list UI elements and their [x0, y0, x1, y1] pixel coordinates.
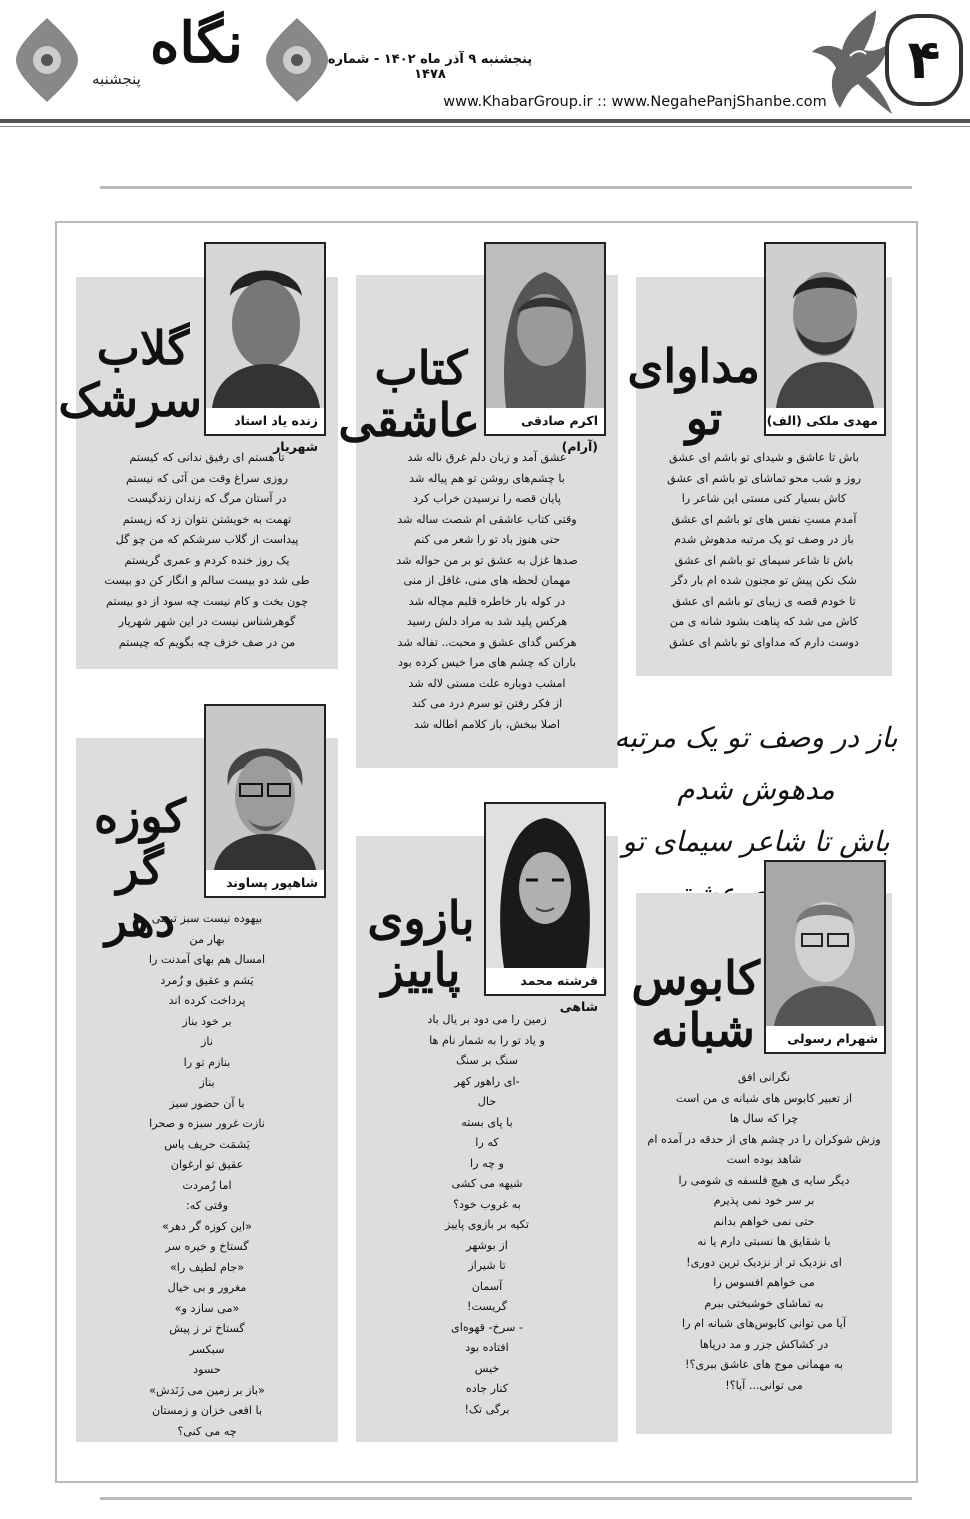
poem-line: سنگ بر سنگ	[456, 1054, 518, 1067]
author-name: مهدی ملکی (الف)	[766, 408, 884, 434]
poem-line: یک روز خنده کردم و عمری گریستم	[124, 553, 290, 567]
poem-line: سبکسر	[189, 1342, 225, 1356]
poem-line: در آستان مرگ که زندان زندگیست	[127, 492, 287, 505]
poem-line: به تماشای خوشبختی ببرم	[704, 1296, 824, 1310]
poem-line: گوهرشناس نیست در این شهر شهریار	[118, 615, 296, 628]
featured-verse-line: باز در وصف تو یک مرتبه مدهوش شدم	[614, 721, 898, 806]
poem-line: دیگر سایه ی هیچ فلسفه ی شومی را	[678, 1173, 850, 1187]
poem-line: «جام لطیف را»	[169, 1260, 245, 1274]
poem-text	[640, 448, 888, 653]
poem-line: امشب دوباره علت مستی لاله شد	[408, 676, 566, 690]
poem-line: کاش بسیار کنی مستی این شاعر را	[681, 492, 847, 505]
poem-title-line: پاییز	[381, 943, 461, 997]
poem-title	[631, 951, 760, 1057]
poem-line: آسمان	[471, 1279, 503, 1293]
poem-title-line: بازوی	[367, 891, 475, 945]
poem-title	[58, 321, 202, 427]
poem-line: حتی نمی خواهم بدانم	[713, 1214, 815, 1228]
poem-line: کنار جاده	[465, 1382, 509, 1395]
author-photo-shahpour-pasavand	[204, 704, 326, 898]
poem-line: و یاد تو را به شمار نام ها	[429, 1033, 545, 1047]
poem-line: در کوله بار خاطره قلبم مچاله شد	[408, 594, 566, 608]
poem-line: که را	[475, 1136, 499, 1149]
poem-title-line: گلاب	[96, 321, 190, 375]
poem-line: آیا می توانی کابوس‌های شبانه ام را	[682, 1317, 846, 1330]
poem-line: روز و شب محو تماشای تو باشم ای عشق	[666, 471, 862, 485]
poem-line: از فکر رفتن تو سرم درد می کند	[411, 697, 563, 710]
poem-text	[80, 909, 334, 1442]
poem-line: کاش می شد که پناهت بشود شانه ی من	[669, 615, 859, 628]
poem-line: عشق آمد و زبان دلم غرق ناله شد	[407, 451, 567, 464]
poem-line: اما زُمردت	[182, 1178, 232, 1192]
poem-line: «باز بر زمین می زَنَدش»	[149, 1383, 265, 1397]
issue-dateline: پنجشنبه ۹ آذر ماه ۱۴۰۲ - شماره ۱۴۷۸	[327, 52, 533, 82]
author-photo-shahram-rasouli	[764, 860, 886, 1054]
poem-title-line: دهر	[104, 893, 176, 947]
portrait-icon	[206, 706, 324, 870]
poem-line: گستاخ و خیره سر	[165, 1240, 249, 1253]
author-name: شاهپور پساوند	[206, 870, 324, 896]
poem-line: باران که چشم های مرا خیس کرده بود	[398, 656, 576, 669]
poem-line: اصلا ببخش، باز کلامم اطاله شد	[413, 717, 561, 731]
poem-line: وزش شوکران را در چشم های از حدقه در آمده ام	[647, 1132, 881, 1146]
poem-line: نازت غرور سبزه و صحرا	[149, 1117, 265, 1130]
poem-title	[338, 341, 480, 447]
poem-title-line: شبانه	[651, 1003, 755, 1057]
poem-line: مهمان لحظه های منی، غافل از منی	[403, 574, 571, 587]
poem-line: مغرور و بی خیال	[167, 1281, 247, 1294]
author-photo-shahriar	[204, 242, 326, 454]
poem-line: ای نزدیک تر از نزدیک ترین دوری!	[686, 1255, 842, 1269]
poem-line: - سرخ- قهوه‌ای	[451, 1320, 523, 1334]
poem-line: بنازم تو را	[183, 1055, 231, 1069]
poem-title	[627, 339, 760, 445]
portrait-icon	[766, 862, 884, 1026]
poem-line: چه می کنی؟	[177, 1424, 237, 1438]
poem-line: می توانی... آیا؟!	[725, 1378, 803, 1392]
poem-line: وقتی کتاب عاشقی ام شصت ساله شد	[397, 512, 577, 526]
poem-line: حسود	[193, 1363, 221, 1376]
poem-line: برگی تک!	[464, 1402, 510, 1416]
masthead-logo: نگاه	[150, 10, 243, 76]
poem-line: بر خود بناز	[182, 1014, 232, 1028]
poem-line: امسال هم بهای آمدنت را	[148, 953, 266, 966]
poem-line: ناز	[201, 1035, 213, 1048]
portrait-icon	[486, 244, 604, 408]
poem-line: بیهوده نیست سبز ترینی	[151, 912, 263, 925]
author-photo-akram-sadeghi	[484, 242, 606, 454]
poem-line: وقتی که:	[185, 1199, 229, 1212]
author-photo-mahdi-maleki	[764, 242, 886, 436]
poem-text	[640, 1068, 888, 1396]
masthead-subtitle: پنجشنبه	[92, 70, 141, 88]
poem-line: هرکس گدای عشق و محبت.. تفاله شد	[397, 635, 577, 649]
poem-line: حتی هنوز باد تو را شعر می کنم	[413, 533, 561, 546]
poem-line: و چه را	[470, 1156, 504, 1170]
poem-line: به مهمانی موج های عاشق ببری؟!	[684, 1358, 844, 1371]
poem-line: با افعی خزان و زمستان	[151, 1404, 263, 1417]
poem-line: باش تا شاعر سیمای تو باشم ای عشق	[674, 553, 854, 567]
poem-line: یَشمَت حریف یاس	[164, 1137, 250, 1151]
poem-line: عقیق تو ارغوان	[170, 1158, 244, 1171]
website-links[interactable]: www.KhabarGroup.ir :: www.NegahePanjShanbe.com	[443, 94, 827, 110]
poem-line: دوست دارم که مداوای تو باشم ای عشق	[669, 635, 859, 649]
poem-title-line: تو	[685, 391, 723, 445]
poem-line: طی شد دو بیست سالم و انگار کن دو بیست	[104, 574, 310, 587]
poem-line: یَشم و عقیق و زُمرد	[160, 973, 254, 987]
poem-text	[360, 1010, 614, 1420]
poem-line: از بوشهر	[466, 1238, 508, 1252]
poem-line: با شقایق ها نسبتی دارم یا نه	[697, 1235, 831, 1248]
poem-line: بهار من	[189, 932, 225, 946]
poem-line: گریست!	[466, 1300, 508, 1313]
poem-line: شیهه می کشی	[451, 1177, 523, 1190]
poem-line: چرا که سال ها	[729, 1112, 799, 1125]
poem-line: تکیه بر بازوی پاییز	[445, 1218, 529, 1231]
ornament-left-icon	[12, 14, 82, 106]
poem-title-line: کوزه گر	[94, 789, 186, 895]
poem-line: صدها غزل به عشق تو بر من حواله شد	[396, 553, 578, 567]
featured-verse-line: باش تا شاعر سیمای تو	[622, 825, 890, 858]
poem-title	[362, 892, 480, 996]
poem-line: خیس	[474, 1361, 500, 1375]
poem-line: می خواهم افسوس را	[713, 1276, 815, 1289]
poem-line: با چشم‌های روشن تو هم پیاله شد	[409, 471, 565, 485]
poem-line: -ای راهور کهر	[454, 1074, 520, 1088]
poem-line: شک نکن پیش تو مجنون شده ام بار دگر	[671, 574, 857, 587]
poem-title-line: مداوای	[627, 339, 760, 393]
poem-line: حال	[477, 1095, 497, 1108]
poem-title-line: سرشک	[58, 373, 202, 427]
poem-line: نگرانی افق	[737, 1071, 791, 1084]
portrait-icon	[486, 804, 604, 968]
header-rule-thin	[0, 126, 970, 127]
poem-line: به غروب خود؟	[453, 1197, 521, 1211]
poem-line: پیداست از گلاب سرشکم که من چو گل	[115, 533, 299, 546]
author-photo-fereshteh-mohammadshahi	[484, 802, 606, 1014]
author-name: فرشته محمد شاهی	[486, 968, 604, 994]
poem-line: از تعبیر کابوس های شبانه ی من است	[675, 1091, 853, 1105]
poem-line: «این کوزه گر دهر»	[161, 1219, 253, 1233]
poem-line: گستاخ تر ز پیش	[169, 1322, 245, 1335]
poem-line: آمدم مستِ نفس های تو باشم ای عشق	[671, 512, 857, 526]
poem-line: پرداخت کرده اند	[168, 994, 246, 1007]
bottom-divider	[100, 1497, 912, 1500]
poem-title-line: کتاب	[374, 341, 468, 395]
portrait-icon	[766, 244, 884, 408]
poem-line: بناز	[199, 1076, 215, 1089]
poem-line: شاهد بوده است	[726, 1153, 802, 1166]
poem-line: پایان قصه را نرسیدن خراب کرد	[413, 492, 561, 505]
poem-text	[80, 448, 334, 653]
poem-line: باز در وصف تو یک مرتبه مدهوش شدم	[674, 533, 854, 546]
page-number: ۴	[885, 14, 963, 106]
author-name: شهرام رسولی	[766, 1026, 884, 1052]
poem-line: تا خودم قصه ی زیبای تو باشم ای عشق	[672, 594, 856, 608]
poem-line: با آن حضور سبز	[169, 1096, 245, 1110]
poem-line: من در صف خزف چه بگویم که چیستم	[118, 635, 296, 649]
poem-line: «می سازد و»	[174, 1301, 240, 1315]
top-divider	[100, 186, 912, 189]
poem-line: افتاده بود	[465, 1341, 509, 1354]
poem-line: با پای بسته	[461, 1115, 513, 1129]
poem-line: چون بخت و کام نیست چه سود از دو بیستم	[106, 594, 308, 608]
poem-line: بر سر خود نمی پذیرم	[713, 1194, 815, 1207]
poem-text	[360, 448, 614, 735]
poem-line: زمین را می دود بر یال باد	[427, 1013, 547, 1026]
poem-line: در کشاکش جزر و مد دریاها	[699, 1337, 829, 1351]
poem-line: تهمت به خویشتن نتوان زد که زیستم	[122, 512, 292, 526]
portrait-icon	[206, 244, 324, 408]
poem-line: تا هستم ای رفیق ندانی که کیستم	[129, 451, 285, 464]
poem-line: روزی سراغ وقت من آئی که نیستم	[125, 471, 289, 485]
poem-line: هرکس پلید شد به مراد دلش رسید	[406, 615, 568, 628]
author-name: اکرم صادقی (آرام)	[486, 408, 604, 434]
poem-line: تا شیراز	[468, 1259, 506, 1272]
poem-title-line: عاشقی	[338, 393, 480, 447]
poem-title-line: کابوس	[631, 951, 760, 1005]
author-name: زنده یاد استاد شهریار	[206, 408, 324, 434]
poem-line: باش تا عاشق و شیدای تو باشم ای عشق	[669, 451, 859, 464]
